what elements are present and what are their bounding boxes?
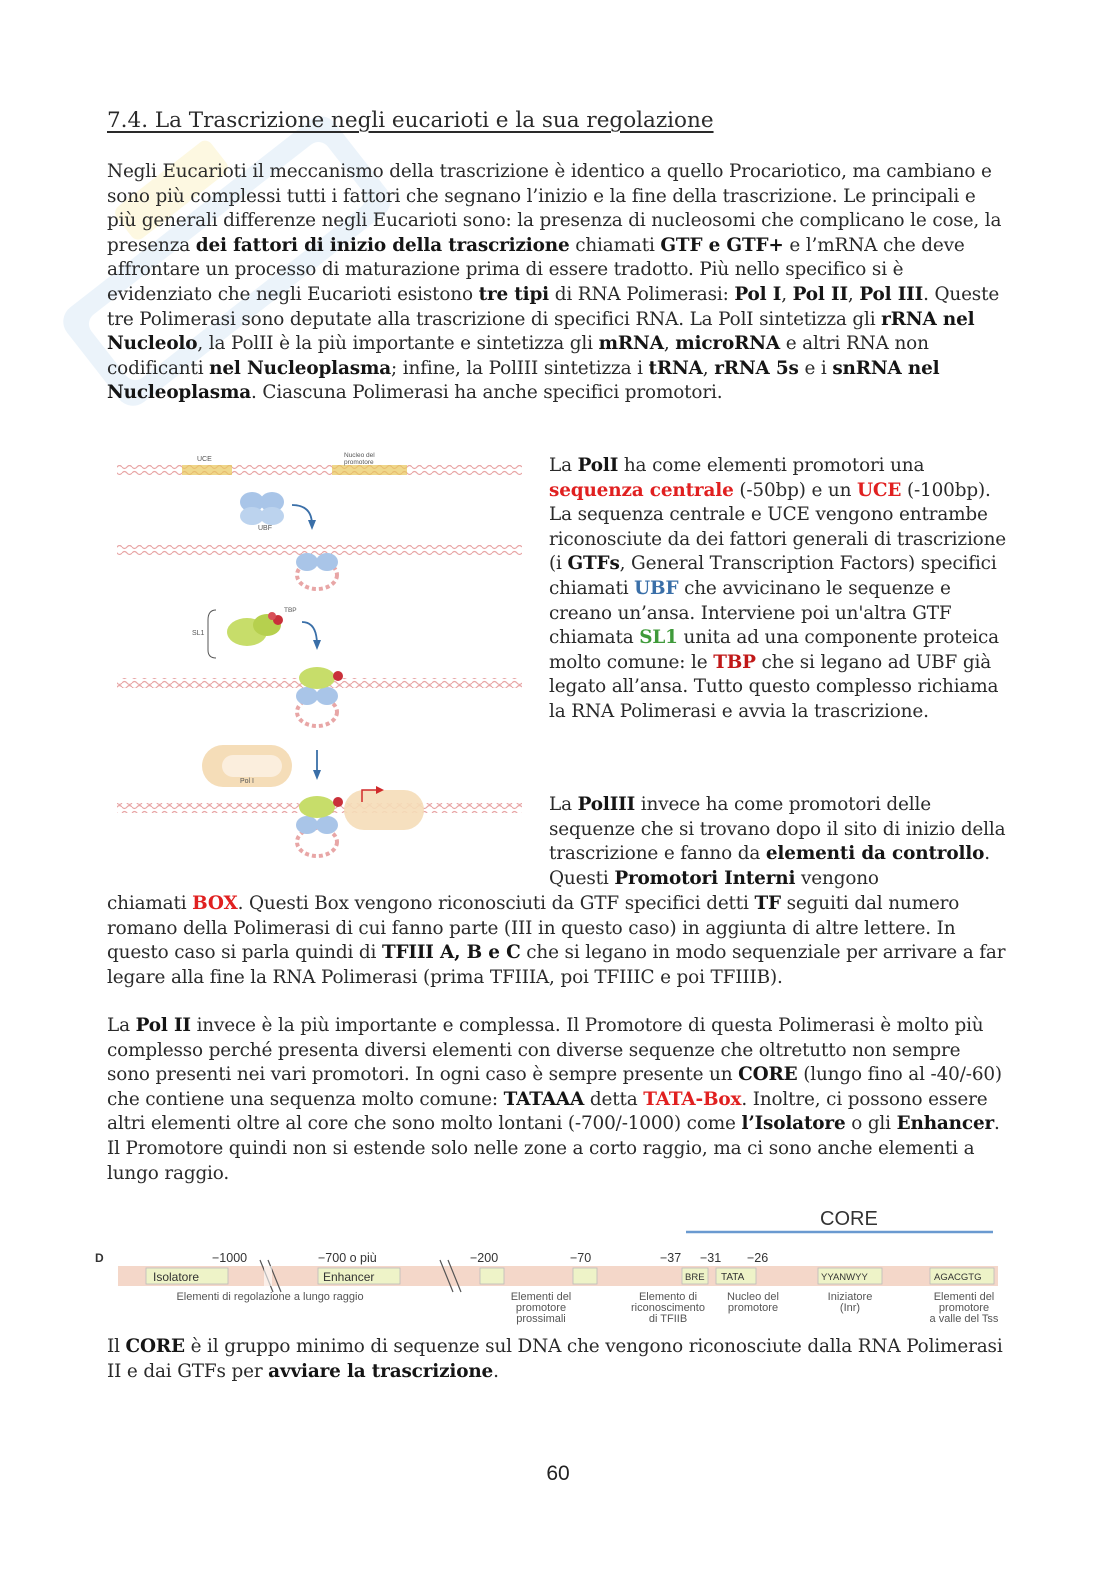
svg-text:Nucleo del: Nucleo del xyxy=(727,1291,779,1303)
paragraph-core: Il CORE è il gruppo minimo di sequenze sul DNA che vengono riconosciute dalla RNA Polimerasi II e dai GTFs per avviare la trascrizione. xyxy=(107,1336,1003,1382)
svg-text:D: D xyxy=(95,1251,104,1265)
svg-text:UBF: UBF xyxy=(258,525,272,532)
dna-loop xyxy=(296,553,338,589)
svg-text:YYANWYY: YYANWYY xyxy=(821,1272,868,1283)
pol2-promoter-map xyxy=(88,1200,1028,1335)
svg-text:CORE: CORE xyxy=(820,1208,878,1230)
svg-text:Elementi del: Elementi del xyxy=(933,1291,995,1303)
svg-text:−26: −26 xyxy=(747,1251,769,1265)
paragraph-pol3-cont: chiamati BOX. Questi Box vengono riconosciuti da GTF specifici detti TF seguiti dal numero romano della Polimerasi di cui fanno parte (III in questo caso) in aggiunta di altre lettere. In questo caso si parla quindi di TFIII A, B e C che si legano in modo sequenziale per arrivare a far legare alla fine la RNA Polimerasi (prima TFIIIA, poi TFIIIC e poi TFIIIB). xyxy=(107,893,1006,988)
svg-text:−37: −37 xyxy=(660,1251,682,1265)
svg-text:−200: −200 xyxy=(470,1251,499,1265)
svg-text:promotore: promotore xyxy=(344,459,374,466)
svg-text:−1000: −1000 xyxy=(212,1251,248,1265)
paragraph-pol1: La PolI ha come elementi promotori una sequenza centrale (-50bp) e un UCE (-100bp). La sequenza centrale e UCE vengono entrambe riconosciute da dei fattori generali di trascrizione (i GTFs, General Transcription Factors) specifici chiamati UBF che avvicinano le sequenze e creano un’ansa. Interviene poi un'altra GTF chiamata SL1 unita ad una componente proteica molto comune: le TBP che si legano ad UBF già legato all’ansa. Tutto questo complesso richiama la RNA Polimerasi e avvia la trascrizione. xyxy=(549,455,1007,722)
svg-text:AGACGTG: AGACGTG xyxy=(934,1272,982,1283)
paragraph-pol3-start: La PolIII invece ha come promotori delle sequenze che si trovano dopo il sito di inizio della trascrizione e fanno da elementi da controllo. Questi Promotori Interni vengono xyxy=(549,794,1006,889)
svg-text:(Inr): (Inr) xyxy=(839,1302,861,1314)
ubf-icon xyxy=(240,492,284,525)
svg-text:−700 o più: −700 o più xyxy=(318,1251,377,1265)
svg-text:−31: −31 xyxy=(700,1251,722,1265)
svg-text:Pol I: Pol I xyxy=(240,778,255,785)
svg-text:prossimali: prossimali xyxy=(516,1313,566,1325)
svg-text:BRE: BRE xyxy=(685,1272,705,1283)
svg-text:TATA: TATA xyxy=(721,1272,745,1283)
proximal-box xyxy=(480,1268,504,1284)
svg-text:Isolatore: Isolatore xyxy=(153,1270,200,1284)
page-number: 60 xyxy=(546,1462,570,1485)
svg-text:riconoscimento: riconoscimento xyxy=(631,1302,705,1314)
svg-text:Enhancer: Enhancer xyxy=(323,1270,375,1284)
svg-text:Elementi di regolazione a lung: Elementi di regolazione a lungo raggio xyxy=(176,1291,364,1303)
svg-text:UCE: UCE xyxy=(197,456,212,463)
paragraph-pol2: La Pol II invece è la più importante e complessa. Il Promotore di questa Polimerasi è molto più complesso perché presenta diversi elementi con diverse sequenze che oltretutto non sempre sono presenti nei vari promotori. In ogni caso è sempre presente un CORE (lungo fino al -40/-60) che contiene una sequenza molto comune: TATAAA detta TATA-Box. Inoltre, ci possono essere altri elementi oltre al core che sono molto lontani (-700/-1000) come l’Isolatore o gli Enhancer. Il Promotore quindi non si estende solo nelle zone a corto raggio, ma ci sono anche elementi a lungo raggio. xyxy=(107,1015,1002,1184)
proximal-box-2 xyxy=(573,1268,597,1284)
svg-text:Elemento di: Elemento di xyxy=(638,1291,698,1303)
svg-text:promotore: promotore xyxy=(938,1302,990,1314)
dna-strand xyxy=(117,465,522,475)
svg-text:Nucleo del: Nucleo del xyxy=(344,452,375,459)
svg-text:TBP: TBP xyxy=(284,607,297,614)
svg-text:promotore: promotore xyxy=(727,1302,779,1314)
svg-text:Elementi del: Elementi del xyxy=(510,1291,572,1303)
svg-text:−70: −70 xyxy=(570,1251,592,1265)
pol1-assembly-figure xyxy=(112,450,532,875)
svg-text:Iniziatore: Iniziatore xyxy=(827,1291,873,1303)
svg-text:SL1: SL1 xyxy=(192,630,205,637)
paragraph-intro: Negli Eucarioti il meccanismo della trascrizione è identico a quello Procariotico, ma cambiano e sono più complessi tutti i fattori che segnano l’inizio e la fine della trascrizione. Le principali e più generali differenze negli Eucarioti sono: la presenza di nucleosomi che complicano le cose, la presenza dei fattori di inizio della trascrizione chiamati GTF e GTF+ e l’mRNA che deve affrontare un processo di maturazione prima di essere tradotto. Più nello specifico si è evidenziato che negli Eucarioti esistono tre tipi di RNA Polimerasi: Pol I, Pol II, Pol III. Queste tre Polimerasi sono deputate alla trascrizione di specifici RNA. La PolI sintetizza gli rRNA nel Nucleolo, la PolII è la più importante e sintetizza gli mRNA, microRNA e altri RNA non codificanti nel Nucleoplasma; infine, la PolIII sintetizza i tRNA, rRNA 5s e i snRNA nel Nucleoplasma. Ciascuna Polimerasi ha anche specifici promotori. xyxy=(107,161,1002,404)
svg-text:a valle del Tss: a valle del Tss xyxy=(929,1313,999,1325)
sl1-tbp-icon xyxy=(227,612,283,646)
svg-text:di TFIIB: di TFIIB xyxy=(648,1313,688,1325)
section-title: 7.4. La Trascrizione negli eucarioti e la sua regolazione xyxy=(107,108,714,133)
svg-text:promotore: promotore xyxy=(515,1302,567,1314)
